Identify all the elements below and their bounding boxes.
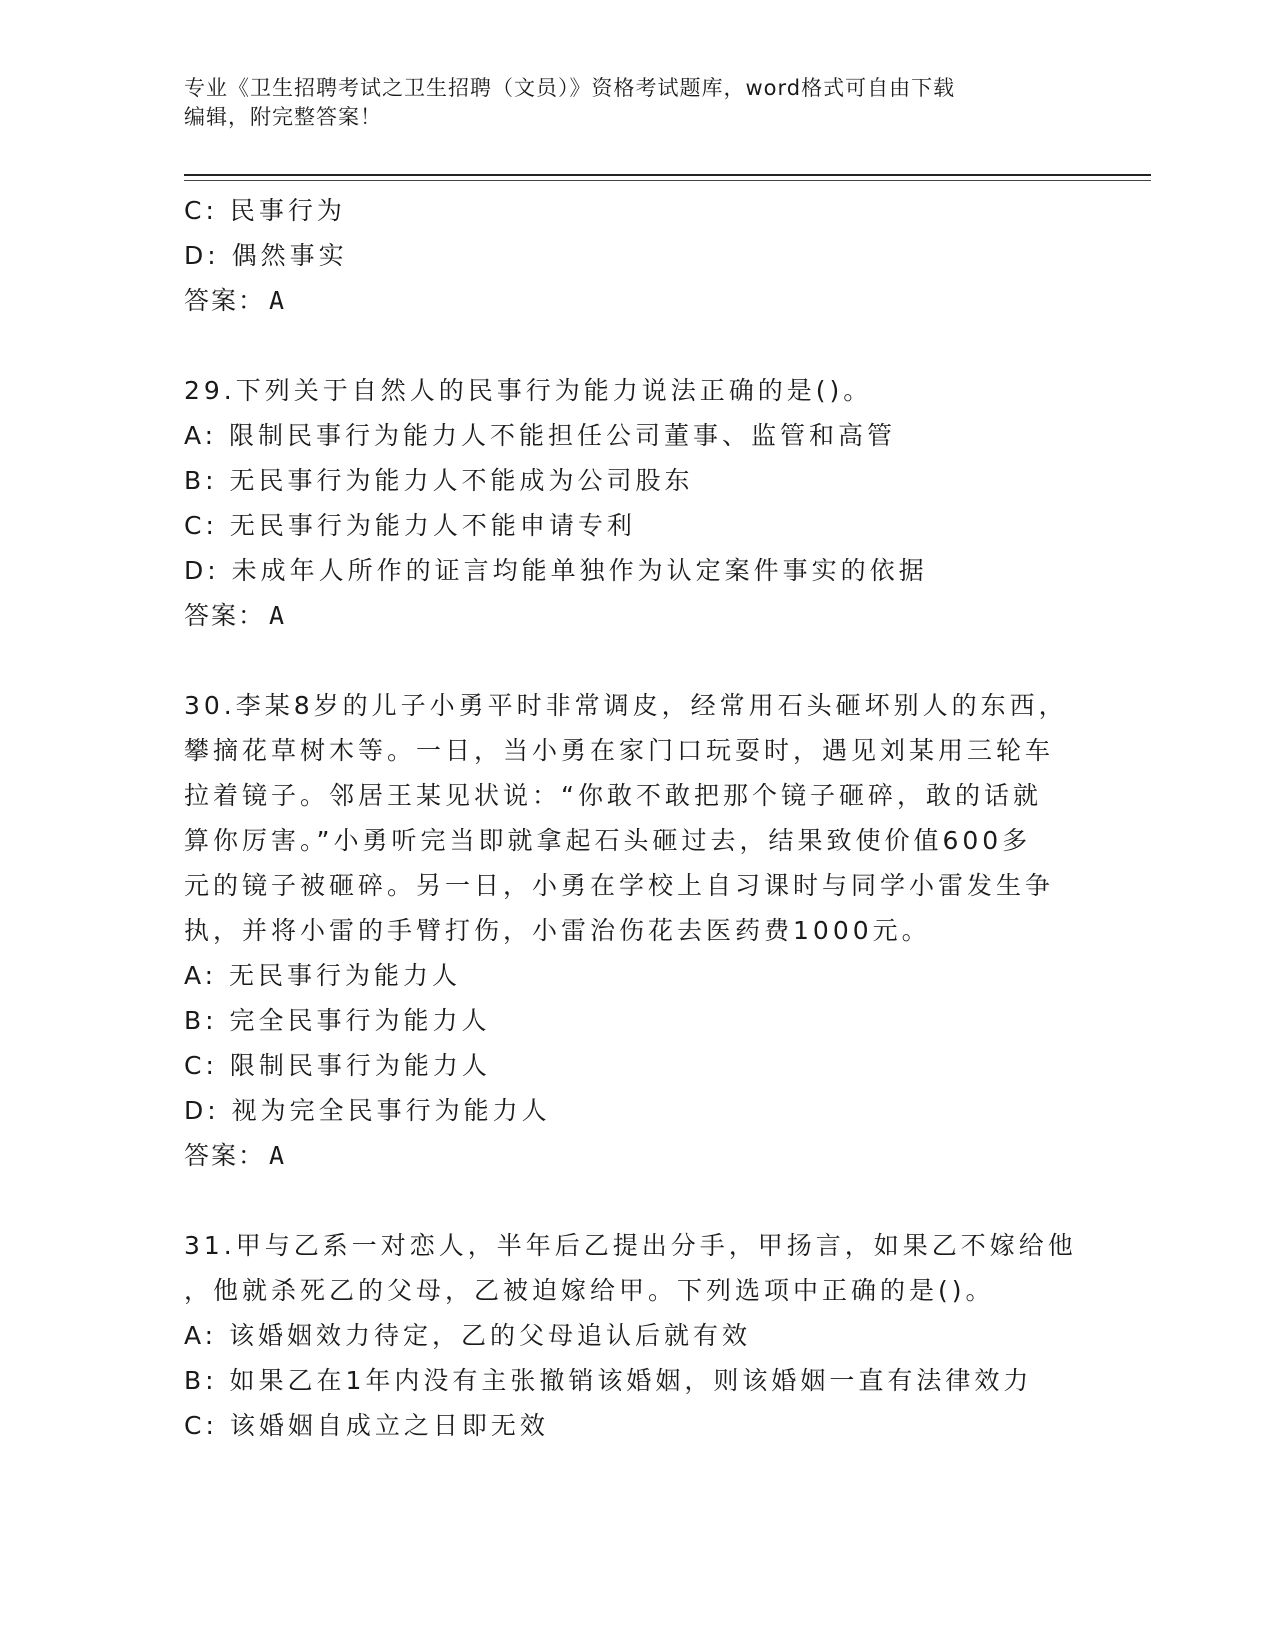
answer-line [184, 1133, 1084, 1178]
stem-line: 31.甲与乙系一对恋人，半年后乙提出分手，甲扬言，如果乙不嫁给他 [184, 1231, 1077, 1260]
stem-line: 攀摘花草树木等。一日，当小勇在家门口玩耍时，遇见刘某用三轮车 [184, 736, 1055, 765]
option-d: D: 未成年人所作的证言均能单独作为认定案件事实的依据 [184, 556, 928, 585]
answer-label: 答案： [184, 1141, 266, 1170]
spacer [184, 323, 1084, 368]
option-b: B: 完全民事行为能力人 [184, 1006, 491, 1035]
option-c: C: 该婚姻自成立之日即无效 [184, 1411, 549, 1440]
stem-line: 30.李某8岁的儿子小勇平时非常调皮，经常用石头砸坏别人的东西， [184, 691, 1068, 720]
answer-value: A [269, 1141, 287, 1170]
answer-line [184, 278, 1084, 323]
question-stem: 29.下列关于自然人的民事行为能力说法正确的是()。 [184, 376, 873, 405]
answer-value: A [269, 601, 287, 630]
question-28-tail [184, 188, 1084, 323]
answer-label: 答案： [184, 286, 266, 315]
header-divider-thick [184, 174, 1151, 176]
option-a: A: 无民事行为能力人 [184, 961, 462, 990]
option-c: C: 限制民事行为能力人 [184, 1051, 491, 1080]
stem-line: 拉着镜子。邻居王某见状说：“你敢不敢把那个镜子砸碎，敢的话就 [184, 781, 1042, 810]
option-a: A: 该婚姻效力待定，乙的父母追认后就有效 [184, 1321, 752, 1350]
spacer [184, 638, 1084, 683]
stem-line: 元的镜子被砸碎。另一日，小勇在学校上自习课时与同学小雷发生争 [184, 871, 1055, 900]
question-list [184, 188, 1084, 1448]
stem-line: 执，并将小雷的手臂打伤，小雷治伤花去医药费1000元。 [184, 916, 931, 945]
option-b: B: 如果乙在1年内没有主张撤销该婚姻，则该婚姻一直有法律效力 [184, 1366, 1033, 1395]
question-stem [184, 1223, 1077, 1313]
question-31 [184, 1223, 1084, 1448]
option-a: A: 限制民事行为能力人不能担任公司董事、监管和高管 [184, 421, 897, 450]
answer-label: 答案： [184, 601, 266, 630]
header-divider-thin [184, 180, 1151, 181]
stem-line: ，他就杀死乙的父母，乙被迫嫁给甲。下列选项中正确的是()。 [184, 1276, 995, 1305]
answer-value: A [269, 286, 287, 315]
document-header [184, 74, 1084, 132]
option-c: C: 无民事行为能力人不能申请专利 [184, 511, 636, 540]
option-c: C: 民事行为 [184, 196, 346, 225]
option-b: B: 无民事行为能力人不能成为公司股东 [184, 466, 694, 495]
spacer [184, 1178, 1084, 1223]
question-29 [184, 368, 1084, 638]
answer-line [184, 593, 1084, 638]
question-stem [184, 683, 1068, 953]
header-line-1: 专业《卫生招聘考试之卫生招聘（文员）》资格考试题库，word格式可自由下载 [184, 76, 956, 100]
option-d: D: 视为完全民事行为能力人 [184, 1096, 551, 1125]
question-30 [184, 683, 1084, 1178]
option-d: D: 偶然事实 [184, 241, 348, 270]
header-line-2: 编辑，附完整答案！ [184, 105, 382, 129]
stem-line: 算你厉害。”小勇听完当即就拿起石头砸过去，结果致使价值600多 [184, 826, 1032, 855]
